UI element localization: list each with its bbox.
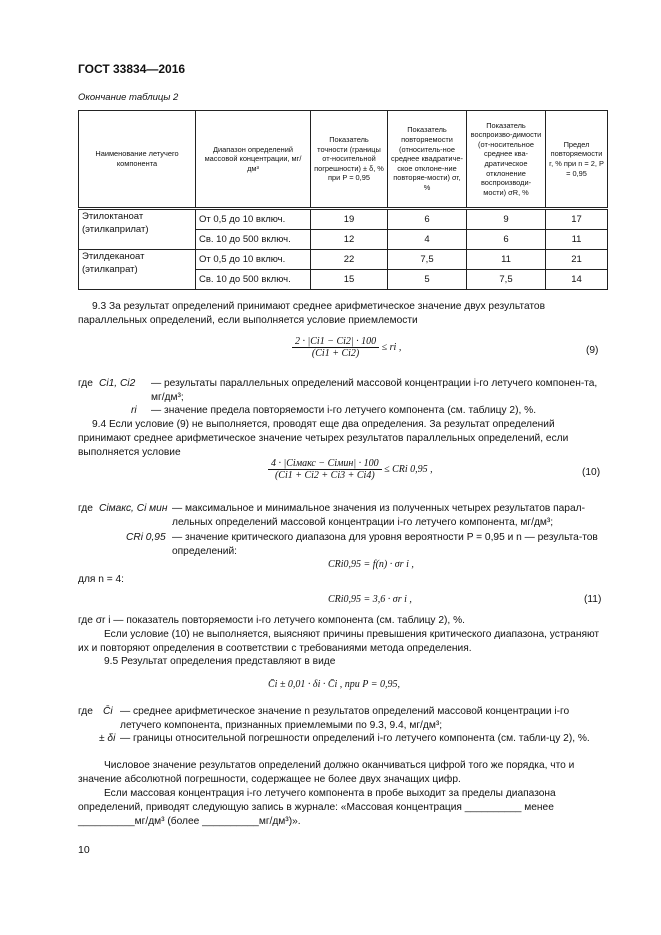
delta-cell: 15 [311, 270, 388, 290]
equation-number-10: (10) [582, 467, 601, 478]
col-header: Показатель повторяемости (относитель-ное среднее квадратиче-ское отклоне-ние повторяе-мости) σr, % [388, 111, 467, 209]
formula-9-rhs: ≤ ri , [381, 341, 402, 353]
sR-cell: 7,5 [467, 270, 546, 290]
paragraph-9-5b: Числовое значение результатов определений должно оканчиваться цифрой того же порядка, что и значение абсолютной погрешности, содержащее не более двух значащих цифр. [78, 760, 575, 785]
def-symbol: C̄i [103, 706, 113, 717]
formula-10-rhs: ≤ CRi 0,95 , [384, 463, 433, 475]
paragraph-9-3: 9.3 За результат определений принимают среднее арифметическое значение двух результатов параллельных определений, если выполняется условие приемлемости [78, 301, 546, 326]
range-cell: От 0,5 до 10 включ. [196, 250, 311, 270]
paragraph-9-5c: Если массовая концентрация i-го летучего компонента в пробе выходит за пределы диапазона определений, приводят следующую запись в журнале: «Массовая концентрация __________ менее __________мг/дм³ (более __________мг/дм³)». [78, 788, 556, 827]
delta-cell: 12 [311, 230, 388, 250]
formula-11: CRi0,95 = 3,6 · σr i , [328, 594, 412, 605]
formula-10-fraction [268, 458, 382, 481]
sr-cell: 6 [388, 209, 467, 230]
def-symbol: Ci1, Ci2 [99, 378, 136, 389]
table-row [79, 250, 608, 270]
paragraph-9-4b: Если условие (10) не выполняется, выясняют причины превышения критического диапазона, устраняют их и повторяют определения в соответствии с требованиями метода определения. [78, 629, 600, 654]
def-symbol: ± δi [99, 733, 116, 744]
where-label: где [78, 706, 93, 717]
formula-9-denominator: (Ci1 + Ci2) [311, 348, 360, 359]
r-cell: 21 [546, 250, 608, 270]
formula-9-fraction [292, 336, 379, 359]
table-caption: Окончание таблицы 2 [78, 92, 179, 103]
def-symbol: ri [131, 405, 137, 416]
range-cell: Св. 10 до 500 включ. [196, 270, 311, 290]
formula-result: C̄i ± 0,01 · δi · C̄i , при P = 0,95, [268, 679, 400, 690]
sr-cell: 5 [388, 270, 467, 290]
delta-cell: 19 [311, 209, 388, 230]
r-cell: 11 [546, 230, 608, 250]
def-text: — значение критического диапазона для уровня вероятности P = 0,95 и n — результа-тов определений: [172, 532, 598, 557]
r-cell: 14 [546, 270, 608, 290]
r-cell: 17 [546, 209, 608, 230]
formula-cr: CRi0,95 = f(n) · σr i , [328, 559, 414, 570]
formula-9-numerator: 2 · |Ci1 − Ci2| · 100 [292, 336, 379, 348]
formula-10-denominator: (Ci1 + Ci2 + Ci3 + Ci4) [274, 470, 375, 481]
data-table [78, 110, 608, 290]
where-sigma: где σr i — показатель повторяемости i-го летучего компонента (см. таблицу 2), %. [78, 615, 465, 626]
equation-number-9: (9) [586, 345, 599, 356]
sR-cell: 6 [467, 230, 546, 250]
col-header: Предел повторяемости r, % при n = 2, P = 0,95 [546, 111, 608, 209]
table-header-row [79, 111, 608, 209]
document-id: ГОСТ 33834—2016 [78, 62, 186, 76]
equation-number-11: (11) [584, 594, 602, 605]
for-n4-label: для n = 4: [78, 574, 125, 585]
def-symbol: Ciмакс, Ci мин [99, 503, 168, 514]
col-header: Наименование летучего компонента [79, 111, 196, 209]
range-cell: От 0,5 до 10 включ. [196, 209, 311, 230]
formula-10-numerator: 4 · |Ciмакс − Ciмин| · 100 [268, 458, 382, 470]
def-text: — границы относительной погрешности определений i-го летучего компонента (см. табли-цу 2), %. [120, 733, 590, 744]
paragraph-9-4: 9.4 Если условие (9) не выполняется, проводят еще два определения. За результат определений принимают среднее арифметическое значение четырех результатов параллельных определений, если выполняется условие [78, 419, 569, 458]
sR-cell: 9 [467, 209, 546, 230]
def-text: — максимальное и минимальное значения из полученных четырех результатов парал-лельных определений массовой концентрации i-го летучего компонента, мг/дм³; [172, 503, 585, 528]
def-text: — значение предела повторяемости i-го летучего компонента (см. таблицу 2), %. [151, 405, 537, 416]
sr-cell: 7,5 [388, 250, 467, 270]
def-text: — среднее арифметическое значение n результатов определений массовой концентрации i-го летучего компонента, признанных приемлемыми по 9.3, 9.4, мг/дм³; [120, 706, 570, 731]
component-name: Этилдеканоат (этилкапрат) [79, 250, 196, 290]
def-text: — результаты параллельных определений массовой концентрации i-го летучего компонен-та, мг/дм³; [151, 378, 598, 403]
col-header: Диапазон определений массовой концентрации, мг/дм³ [196, 111, 311, 209]
component-name: Этилоктаноат (этилкаприлат) [79, 209, 196, 250]
where-label: где [78, 503, 93, 514]
paragraph-9-5: 9.5 Результат определения представляют в виде [104, 656, 336, 667]
range-cell: Св. 10 до 500 включ. [196, 230, 311, 250]
delta-cell: 22 [311, 250, 388, 270]
formula-10 [268, 458, 433, 481]
page-number: 10 [78, 844, 90, 856]
col-header: Показатель точности (границы от-носительной погрешности) ± δ, % при P = 0,95 [311, 111, 388, 209]
table-row [79, 209, 608, 230]
formula-9 [292, 336, 401, 359]
where-label: где [78, 378, 93, 389]
col-header: Показатель воспроизво-димости (от-носительное среднее ква-дратическое отклонение воспроизводи-мости) σR, % [467, 111, 546, 209]
def-symbol: CRi 0,95 [126, 532, 166, 543]
sr-cell: 4 [388, 230, 467, 250]
sR-cell: 11 [467, 250, 546, 270]
